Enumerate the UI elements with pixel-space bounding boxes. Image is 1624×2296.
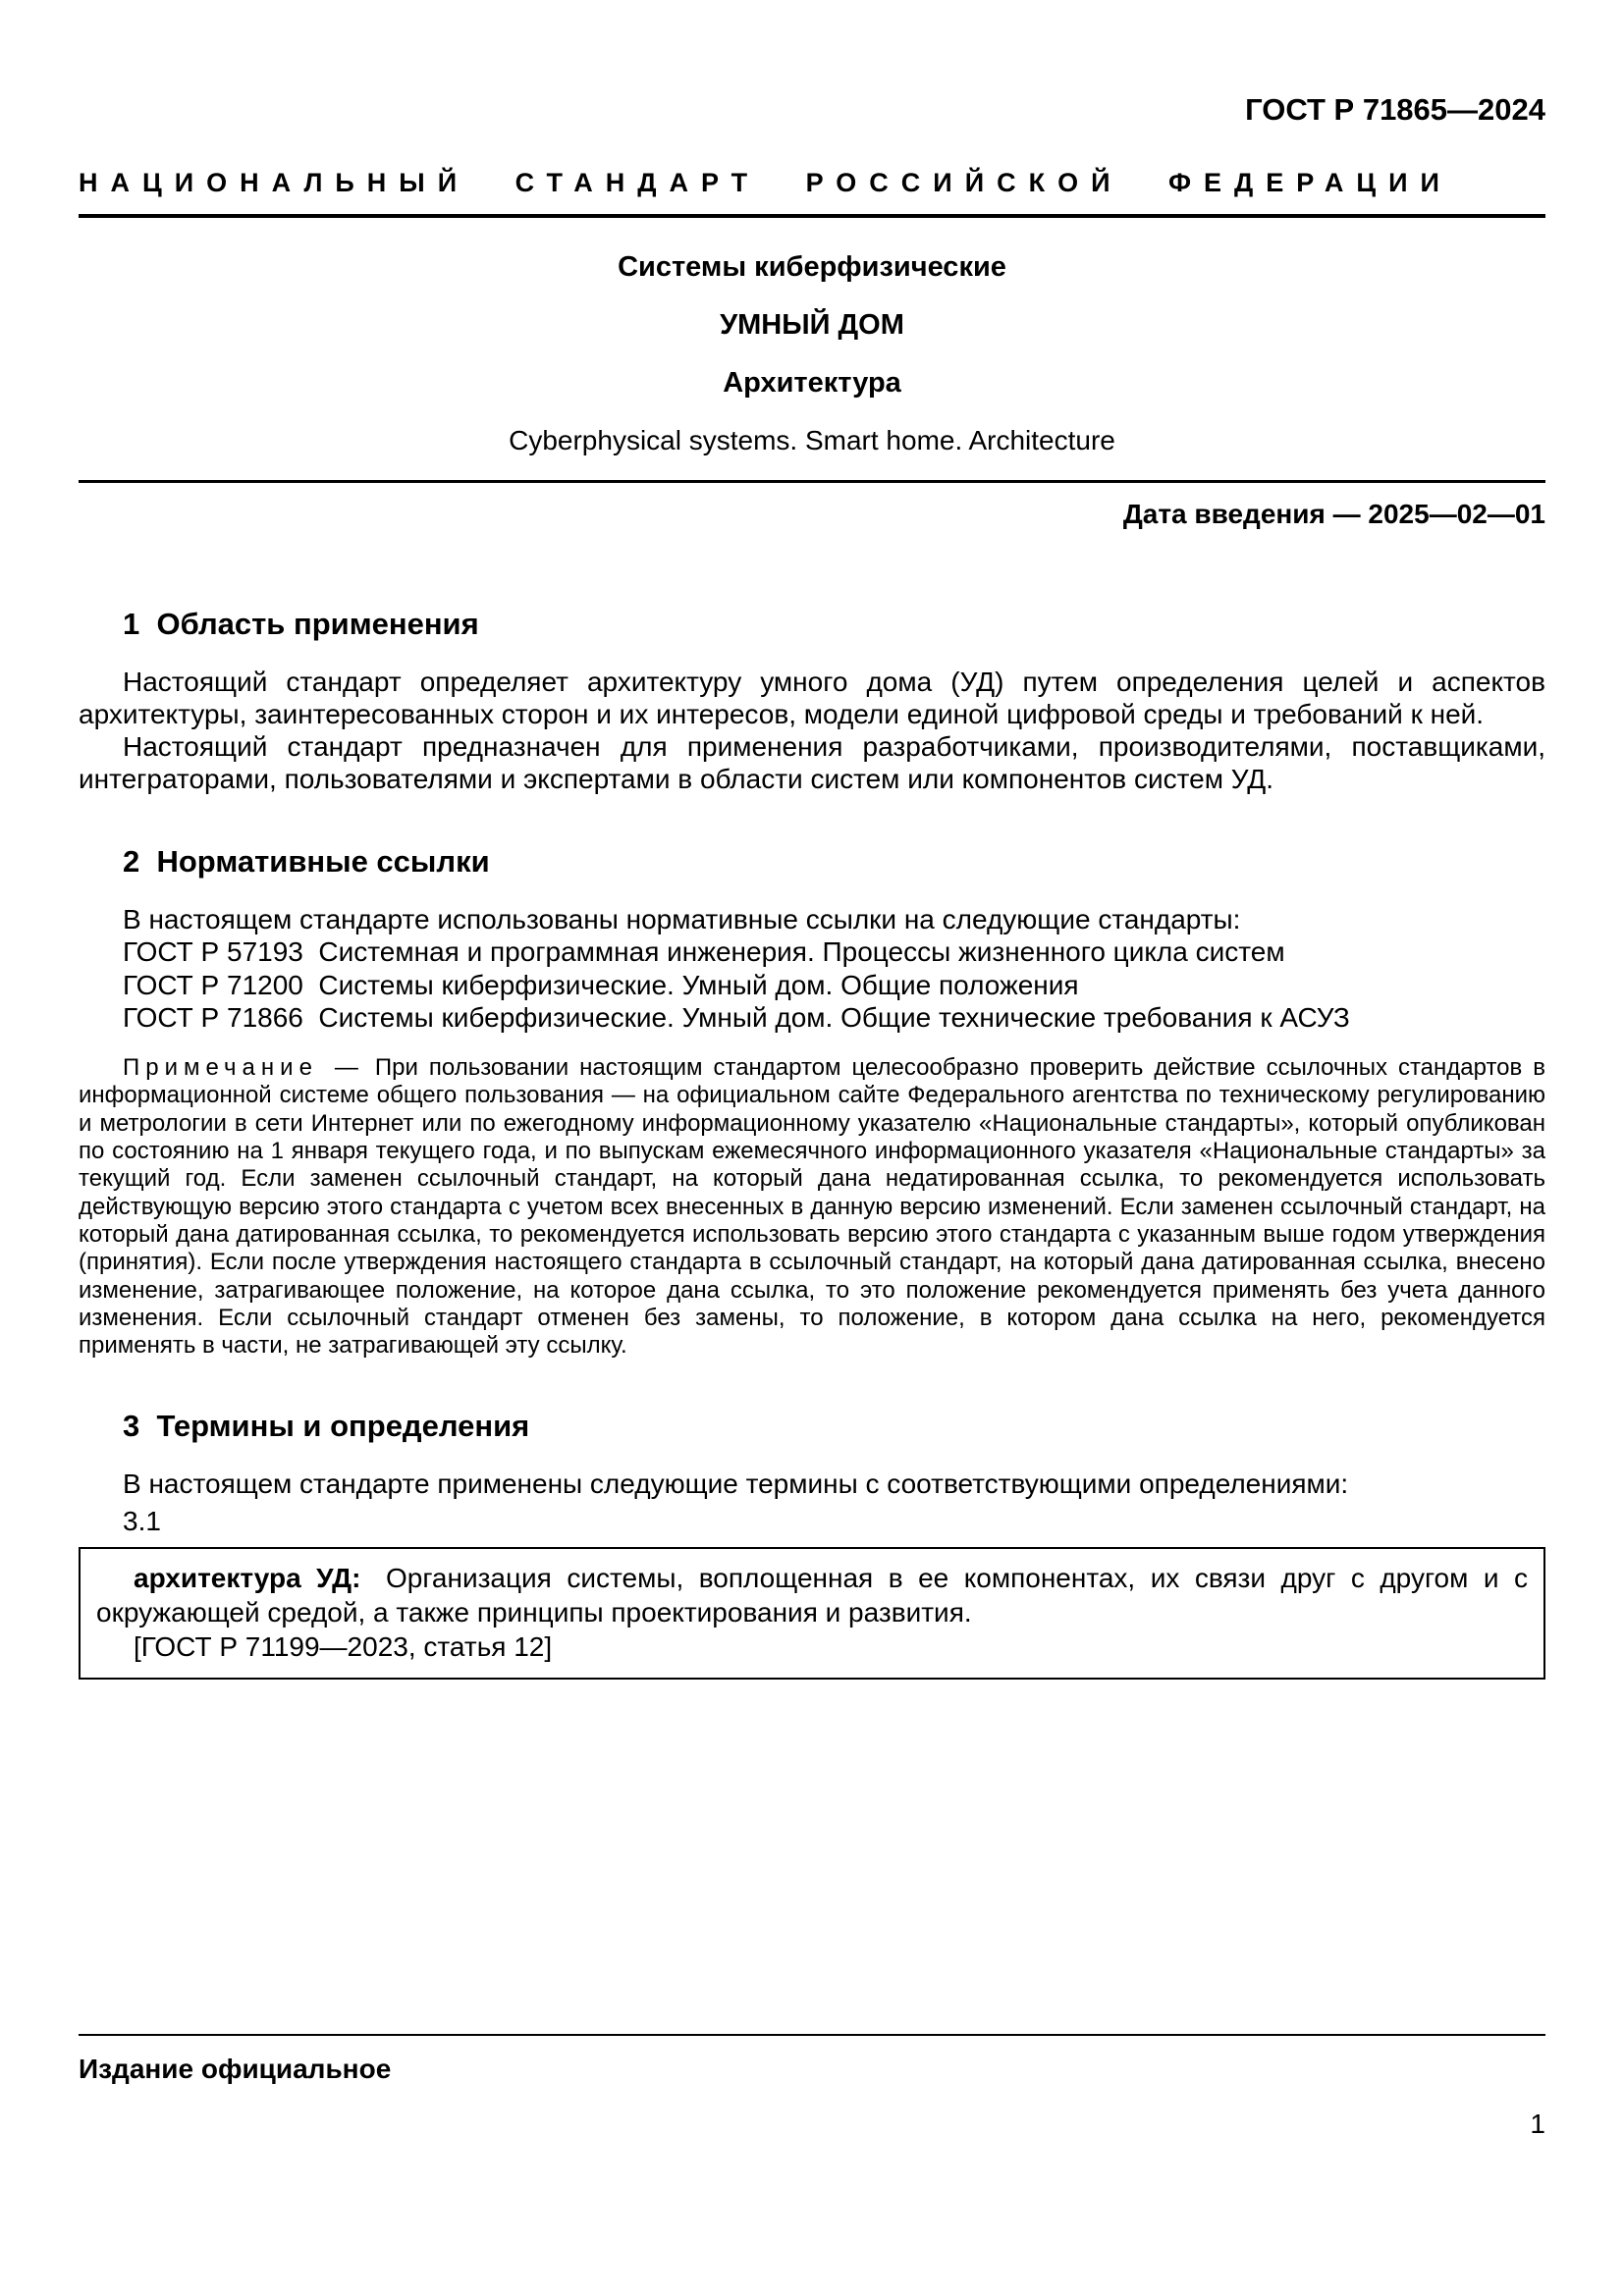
main-title: УМНЫЙ ДОМ (720, 309, 904, 342)
reference-line: ГОСТ Р 71866 Системы киберфизические. Умный дом. Общие технические требования к АСУЗ (123, 1002, 1350, 1034)
subject-title: Системы киберфизические (618, 251, 1006, 284)
reference-line: ГОСТ Р 57193 Системная и программная инженерия. Процессы жизненного цикла систем (123, 936, 1285, 968)
section-2-title: 2 Нормативные ссылки (123, 844, 490, 880)
section-3-intro: В настоящем стандарте применены следующие термины с соответствующими определениями: (123, 1468, 1349, 1500)
term-number: 3.1 (123, 1505, 161, 1536)
title-block (79, 251, 1545, 456)
term-definition-box (79, 1547, 1545, 1680)
section-1-title: 1 Область применения (123, 607, 479, 642)
note-text: При пользовании настоящим стандартом целесообразно проверить действие ссылочных стандартов в информационной системе общего пользования — на официальном сайте Федерального агентства по техническому регулированию и метрологии в сети Интернет или по ежегодному информационному указателю «Национальные стандарты», который опубликован по состоянию на 1 января текущего года, и по выпускам ежемесячного информационного указателя «Национальные стандарты» за текущий год. Если заменен ссылочный стандарт, на который дана недатированная ссылка, то рекомендуется использовать действующую версию этого стандарта с учетом всех внесенных в данную версию изменений. Если заменен ссылочный стандарт, на который дана датированная ссылка, то рекомендуется использовать версию этого стандарта с указанным выше годом утверждения (принятия). Если после утверждения настоящего стандарта в ссылочный стандарт, на который дана датированная ссылка, внесено изменение, затрагивающее положение, на которое дана ссылка, то это положение рекомендуется применять без учета данного изменения. Если ссылочный стандарт отменен без замены, то положение, в котором дана ссылка на него, рекомендуется применять в части, не затрагивающей эту ссылку. (79, 1054, 1545, 1360)
note-label: Примечание (123, 1054, 318, 1082)
term-source: [ГОСТ Р 71199—2023, статья 12] (134, 1631, 553, 1663)
subtitle: Архитектура (723, 367, 901, 400)
section-2-intro: В настоящем стандарте использованы нормативные ссылки на следующие стандарты: (123, 904, 1241, 935)
title-rule (79, 480, 1545, 483)
term-paragraph (96, 1561, 1528, 1629)
page-footer (79, 2034, 1545, 2140)
section-2-note (79, 1054, 1545, 1360)
page-number: 1 (1530, 2109, 1545, 2139)
footer-rule (79, 2034, 1545, 2036)
section-3-title: 3 Термины и определения (123, 1409, 530, 1444)
english-title: Cyberphysical systems. Smart home. Architecture (509, 425, 1115, 456)
note-dash: — (334, 1054, 358, 1082)
section-1-paragraph: Настоящий стандарт определяет архитектуру умного дома (УД) путем определения целей и аспектов архитектуры, заинтересованных сторон и их интересов, модели единой цифровой среды и требований к ней. (79, 667, 1545, 730)
term-definition: Организация системы, воплощенная в ее компонентах, их связи друг с другом и с окружающей средой, а также принципы проектирования и развития. (96, 1563, 1529, 1629)
doc-code: ГОСТ Р 71865—2024 (1245, 92, 1545, 127)
header-rule (79, 214, 1545, 218)
reference-line: ГОСТ Р 71200 Системы киберфизические. Умный дом. Общие положения (123, 969, 1079, 1000)
term-name: архитектура УД: (134, 1563, 361, 1594)
section-1-paragraph: Настоящий стандарт предназначен для применения разработчиками, производителями, поставщиками, интеграторами, пользователями и экспертами в области систем или компонентов систем УД. (79, 731, 1545, 795)
standard-banner: НАЦИОНАЛЬНЫЙ СТАНДАРТ РОССИЙСКОЙ ФЕДЕРАЦИИ (79, 168, 1452, 198)
effective-date: Дата введения — 2025—02—01 (1122, 499, 1545, 530)
official-edition-label: Издание официальное (79, 2054, 392, 2084)
